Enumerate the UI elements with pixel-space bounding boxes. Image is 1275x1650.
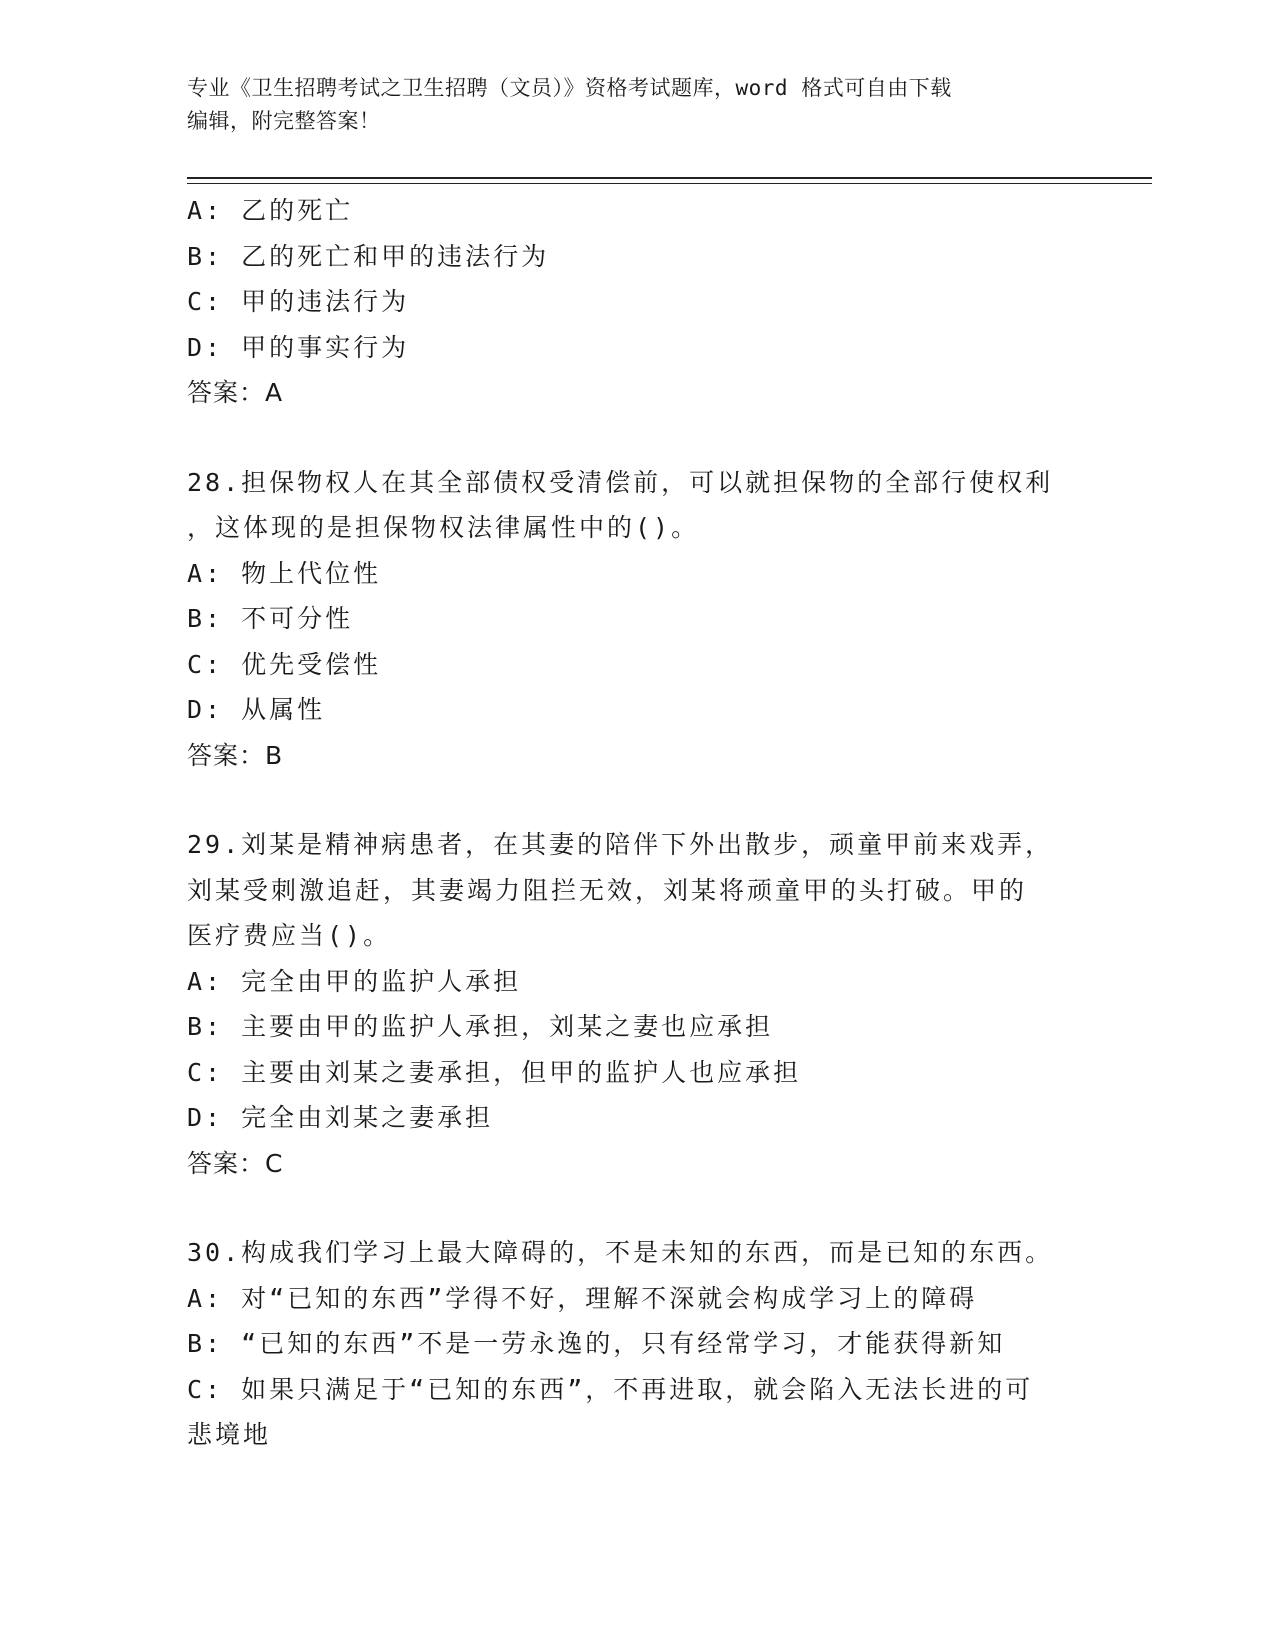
option-b: B: “已知的东西”不是一劳永逸的，只有经常学习，才能获得新知 [187,1329,1006,1358]
header-line-1: 专业《卫生招聘考试之卫生招聘（文员）》资格考试题库，word 格式可自由下载 [187,76,952,100]
spacer [187,1186,1087,1230]
option-a: A: 完全由甲的监护人承担 [187,966,522,996]
answer-line: 答案：B [187,740,284,770]
question-text-line: 28.担保物权人在其全部债权受清偿前，可以就担保物的全部行使权利 [187,467,1054,497]
header-divider-thick [187,177,1152,179]
question-28-block [187,460,1087,779]
option-c: C: 如果只满足于“已知的东西”，不再进取，就会陷入无法长进的可 [187,1374,1034,1404]
option-c: C: 主要由刘某之妻承担，但甲的监护人也应承担 [187,1057,802,1087]
option-b: B: 不可分性 [187,604,354,633]
question-27-block [187,188,1087,416]
option-a: A: 对“已知的东西”学得不好，理解不深就会构成学习上的障碍 [187,1283,978,1313]
question-text-line: 刘某受刺激追赶，其妻竭力阻拦无效，刘某将顽童甲的头打破。甲的 [187,875,1028,905]
spacer [187,778,1087,822]
document-header [187,72,1067,138]
option-d: D: 甲的事实行为 [187,332,410,362]
option-c-continuation: 悲境地 [187,1420,272,1449]
option-a: A: 物上代位性 [187,558,382,588]
answer-line: 答案：A [187,378,284,407]
option-c: C: 甲的违法行为 [187,287,410,316]
question-text [187,460,1087,551]
option-d: D: 从属性 [187,695,326,724]
question-text-line: 30.构成我们学习上最大障碍的，不是未知的东西，而是已知的东西。 [187,1238,1054,1267]
question-text-line: 医疗费应当()。 [187,921,392,950]
question-text [187,822,1087,959]
question-29-block [187,822,1087,1186]
question-content [187,188,1087,1458]
question-text [187,1230,1087,1276]
header-line-2: 编辑，附完整答案！ [187,109,381,133]
option-b: B: 乙的死亡和甲的违法行为 [187,241,550,271]
header-divider-thin [187,183,1152,184]
question-text-line: 29.刘某是精神病患者，在其妻的陪伴下外出散步，顽童甲前来戏弄， [187,830,1054,859]
option-c: C: 优先受偿性 [187,649,382,679]
option-a: A: 乙的死亡 [187,196,354,225]
option-d: D: 完全由刘某之妻承担 [187,1103,494,1132]
option-b: B: 主要由甲的监护人承担，刘某之妻也应承担 [187,1012,774,1041]
question-30-block [187,1230,1087,1458]
answer-line: 答案：C [187,1148,284,1178]
spacer [187,416,1087,460]
question-text-line: ，这体现的是担保物权法律属性中的()。 [187,513,700,542]
